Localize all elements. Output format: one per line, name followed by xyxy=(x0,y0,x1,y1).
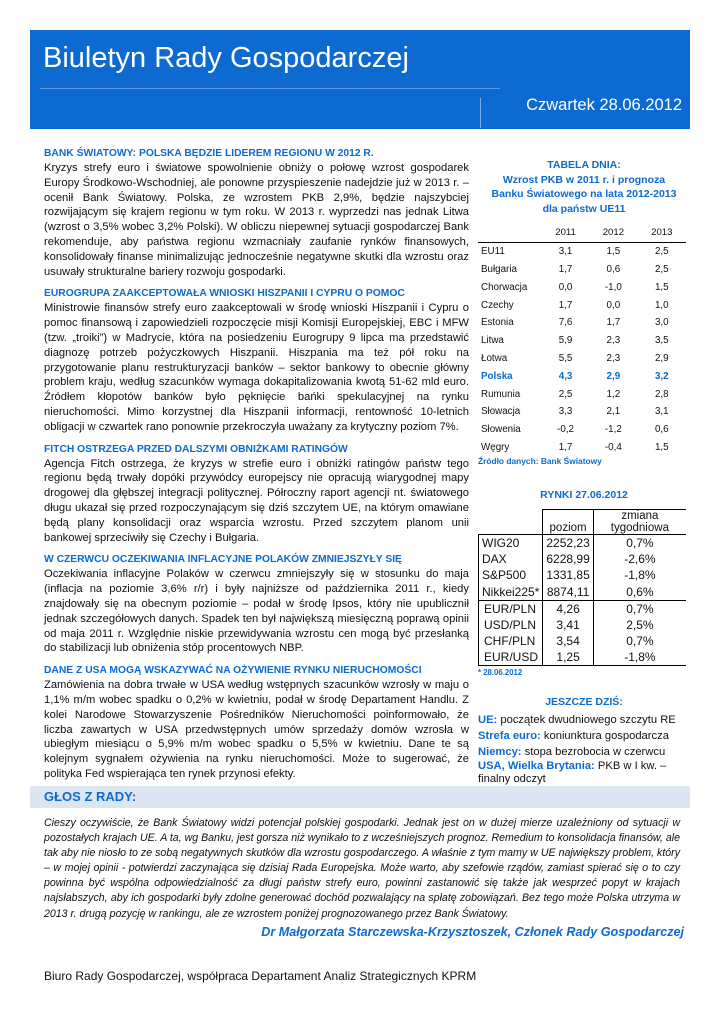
change-cell: 2,5% xyxy=(593,617,686,633)
news-section xyxy=(44,287,469,434)
gdp-row xyxy=(478,385,686,403)
market-row xyxy=(479,633,687,649)
country-cell: Chorwacja xyxy=(481,281,528,293)
table-title-line: dla państw UE11 xyxy=(542,202,626,215)
today-event xyxy=(478,744,690,760)
gdp-row xyxy=(478,278,686,296)
gdp-value-cell: 1,7 xyxy=(558,299,573,311)
country-cell: Węgry xyxy=(481,441,510,453)
event-region: Niemcy: xyxy=(478,745,522,758)
markets-table xyxy=(478,509,686,667)
gdp-value-cell: 3,1 xyxy=(558,246,573,258)
section-body: Ministrowie finansów strefy euro zaakceptowali w środę wnioski Hiszpanii i Cypru o pomoc finansową i zapowiedzieli rozpoczęcie misji Komisji Europejskiej, EBC i MFW (tzw. „troiki”) w Madrycie, która na posiedzeniu Eurogrupy 9 lipca ma przedstawić diagnozę potrzeb pożyczkowych Hiszpanii. Hiszpania ma też pół roku na przygotowanie planu restrukturyzacji banków – sektor bankowy to obecnie główny problem kraju, według szacunków wymaga dokapitalizowania kwotą 51-62 mld euro. Źródłem kłopotów banków było pęknięcie bańki spekulacyjnej na rynku nieruchomości. Mimo korzystnej dla Hiszpanii informacji, rentowność 10-letnich obligacji w czwartek rano ponownie przekroczyła uważany za krytyczny poziom 7%. xyxy=(44,302,469,433)
gdp-value-cell: 1,0 xyxy=(654,299,669,311)
council-voice-title: GŁOS Z RADY: xyxy=(44,789,137,804)
gdp-value-cell: 2,3 xyxy=(606,352,621,364)
event-description: PKB w I kw. – finalny odczyt xyxy=(478,759,667,785)
market-row xyxy=(479,567,687,583)
gdp-value-cell: 0,6 xyxy=(654,424,669,436)
level-cell: 3,54 xyxy=(543,633,593,649)
level-cell: 3,41 xyxy=(543,617,593,633)
gdp-row xyxy=(478,350,686,368)
news-section xyxy=(44,664,469,782)
column-header xyxy=(478,224,542,242)
country-cell: EU11 xyxy=(481,246,505,258)
header-vertical-divider xyxy=(480,98,481,128)
level-cell: 4,26 xyxy=(543,600,593,617)
gdp-row xyxy=(478,367,686,385)
gdp-value-cell: 3,0 xyxy=(654,317,669,329)
level-cell: 1331,85 xyxy=(543,567,593,583)
gdp-row xyxy=(478,314,686,332)
instrument-cell: EUR/USD xyxy=(479,649,543,666)
instrument-cell: USD/PLN xyxy=(479,617,543,633)
gdp-value-cell: 4,3 xyxy=(558,370,573,382)
gdp-value-cell: 1,5 xyxy=(654,281,669,293)
change-cell: -1,8% xyxy=(593,567,686,583)
change-cell: 0,6% xyxy=(593,583,686,600)
country-cell: Słowacja xyxy=(481,406,521,418)
instrument-cell: EUR/PLN xyxy=(479,600,543,617)
gdp-value-cell: 7,6 xyxy=(558,317,573,329)
country-cell: Bułgaria xyxy=(481,263,517,275)
author-signature: Dr Małgorzata Starczewska-Krzysztoszek, Członek Rady Gospodarczej xyxy=(261,925,684,939)
gdp-row xyxy=(478,296,686,314)
country-cell: Estonia xyxy=(481,317,514,329)
gdp-value-cell: 1,5 xyxy=(606,246,621,258)
table-source: Źródło danych: Bank Światowy xyxy=(478,456,602,467)
gdp-value-cell: 5,5 xyxy=(558,352,573,364)
gdp-value-cell: 5,9 xyxy=(558,335,573,347)
gdp-value-cell: 2,5 xyxy=(654,263,669,275)
change-cell: 0,7% xyxy=(593,534,686,551)
section-heading: DANE Z USA MOGĄ WSKAZYWAĆ NA OŻYWIENIE RYNKU NIERUCHOMOŚCI xyxy=(44,665,422,677)
instrument-cell: Nikkei225* xyxy=(479,583,543,600)
gdp-value-cell: 1,5 xyxy=(654,441,669,453)
instrument-cell: DAX xyxy=(479,551,543,567)
country-cell: Czechy xyxy=(481,299,514,311)
gdp-growth-table xyxy=(478,224,686,456)
gdp-value-cell: 0,0 xyxy=(558,281,573,293)
gdp-value-cell: 2,9 xyxy=(654,352,669,364)
column-header: 2011 xyxy=(542,224,589,242)
column-header-change: zmiana tygodniowa xyxy=(593,509,686,534)
change-cell: 0,7% xyxy=(593,633,686,649)
section-heading: FITCH OSTRZEGA PRZED DALSZYMI OBNIŻKAMI RATINGÓW xyxy=(44,443,348,455)
section-body: Zamówienia na dobra trwałe w USA według wstępnych szacunków wzrosły w maju o 1,1% m/m wobec spadku o 0,2% w kwietniu, podał w środę Departament Handlu. Z kolei Narodowe Stowarzyszenie Pośredników Nieruchomości poinformowało, że liczba zawartych w USA przedwstępnych umów sprzedaży domów wzrosła w ubiegłym miesiącu o 5,9% m/m wobec spadku o 5,5% w kwietniu. Dane te są kolejnym sygnałem ożywienia na rynku nieruchomości. Może to sugerować, że polityka Fed wspierająca ten rynek przynosi efekty. xyxy=(44,679,469,780)
country-cell: Rumunia xyxy=(481,388,521,400)
section-heading: W CZERWCU OCZEKIWANIA INFLACYJNE POLAKÓW ZMNIEJSZYŁY SIĘ xyxy=(44,554,402,566)
table-title-line: TABELA DNIA: xyxy=(547,159,621,171)
section-body: Oczekiwania inflacyjne Polaków w czerwcu zmniejszyły się w stosunku do maja (inflacja na poziomie 3,6% r/r) i były najniższe od października 2011 r., kiedy znajdowały się na obecnym poziomie – podał w środę Ipsos, który nie upublicznił jednak szczegółowych danych. Spadek ten był największą miesięczną poprawą opinii od maja 2011 r. Względnie niskie przewidywania wzrostu cen mogą być przesłanką do stabilizacji lub obniżenia stóp procentowych NBP. xyxy=(44,568,469,655)
today-events-list xyxy=(478,712,690,786)
table-header-row xyxy=(478,224,686,242)
event-region: Strefa euro: xyxy=(478,729,541,742)
gdp-value-cell: 2,9 xyxy=(606,370,621,382)
instrument-cell: WIG20 xyxy=(479,534,543,551)
gdp-row xyxy=(478,403,686,421)
market-row xyxy=(479,551,687,567)
gdp-value-cell: -0,2 xyxy=(557,424,575,436)
footer-text: Biuro Rady Gospodarczej, współpraca Departament Analiz Strategicznych KPRM xyxy=(44,969,477,983)
event-region: USA, Wielka Brytania: xyxy=(478,759,595,772)
gdp-row xyxy=(478,332,686,350)
gdp-value-cell: 1,7 xyxy=(558,441,573,453)
country-cell: Litwa xyxy=(481,335,504,347)
market-row xyxy=(479,600,687,617)
table-title-line: Wzrost PKB w 2011 r. i prognoza xyxy=(502,173,666,186)
council-voice-text: Cieszy oczywiście, że Bank Światowy widzi potencjał polskiej gospodarki. Jednak jest on w dużej mierze uzależniony od sytuacji w pozostałych krajach UE. A ta, wg Banku, jest gorsza niż wynikało to z wcześniejszych prognoz. Remedium to konsolidacja finansów, ale tak aby nie niosło to ze sobą negatywnych skutków dla wzrostu gospodarczego. A właśnie z tym mamy w UE największy problem, który – w mojej opinii - potwierdzi zaczynająca się dzisiaj Rada Europejska. Może warto, aby szefowie rządów, zamiast spierać się o to czy powinna być wspólna odpowiedzialność za długi państw strefy euro, powinni zastanowić się także jak wesprzeć popyt w krajach najsłabszych, aby ich gospodarki były zdolne generować dochód pozwalający na spłatę zobowiązań. Bez tego może Polska utrzyma w 2013 r. drugą pozycję w rankingu, ale ze wzrostem poniżej prognozowanego przez Bank Światowy. xyxy=(44,817,680,920)
sidebar xyxy=(478,158,690,786)
section-heading: EUROGRUPA ZAAKCEPTOWAŁA WNIOSKI HISZPANII I CYPRU O POMOC xyxy=(44,288,405,300)
instrument-cell: CHF/PLN xyxy=(479,633,543,649)
gdp-value-cell: 3,1 xyxy=(654,406,669,418)
gdp-value-cell: 2,5 xyxy=(654,246,669,258)
gdp-value-cell: -1,2 xyxy=(604,424,622,436)
instrument-cell: S&P500 xyxy=(479,567,543,583)
gdp-value-cell: 3,5 xyxy=(654,335,669,347)
country-cell: Polska xyxy=(481,370,513,382)
gdp-row xyxy=(478,242,686,260)
today-title: JESZCZE DZIŚ: xyxy=(545,696,623,709)
news-section xyxy=(44,443,469,546)
today-event xyxy=(478,760,690,786)
gdp-value-cell: 3,2 xyxy=(654,370,669,382)
market-row xyxy=(479,617,687,633)
event-description: koniunktura gospodarcza xyxy=(543,729,669,742)
change-cell: 0,7% xyxy=(593,600,686,617)
gdp-row xyxy=(478,421,686,439)
markets-note: * 28.06.2012 xyxy=(478,668,523,678)
gdp-row xyxy=(478,261,686,279)
section-heading: BANK ŚWIATOWY: POLSKA BĘDZIE LIDEREM REGIONU W 2012 R. xyxy=(44,148,374,159)
council-voice-bar xyxy=(30,786,690,808)
event-region: UE: xyxy=(478,713,498,726)
header-banner xyxy=(30,30,690,129)
markets-title: RYNKI 27.06.2012 xyxy=(540,489,628,502)
gdp-row xyxy=(478,439,686,457)
news-column xyxy=(44,147,469,782)
event-description: stopa bezrobocia w czerwcu xyxy=(524,745,666,758)
section-body: Kryzys strefy euro i światowe spowolnienie obniży o połowę wzrost gospodarek Europy Środkowo-Wschodniej, ale ponowne przyspieszenie nadejdzie już w 2013 r. – ocenił Bank Światowy. Polska, ze wzrostem PKB 2,9%, będzie najszybciej rozwijającym się krajem regionu w tym roku. W 2013 r. wyprzedzi nas jednak Litwa (wzrost o 3,5% wobec 3,2% Polski). W obliczu niepewnej sytuacji gospodarczej Bank rekomenduje, aby państwa regionu wzmacniały zaufanie rynków finansowych, konsolidowały finanse minimalizując jednocześnie negatywne skutki dla wzrostu oraz usuwały strukturalne bariery rozwoju gospodarki. xyxy=(44,162,469,278)
gdp-value-cell: -1,0 xyxy=(604,281,622,293)
level-cell: 8874,11 xyxy=(543,583,593,600)
market-row xyxy=(479,649,687,666)
news-section xyxy=(44,553,469,656)
market-row xyxy=(479,583,687,600)
change-cell: -1,8% xyxy=(593,649,686,666)
table-title-line: Banku Światowego na lata 2012-2013 xyxy=(491,188,677,200)
gdp-value-cell: 3,3 xyxy=(558,406,573,418)
level-cell: 6228,99 xyxy=(543,551,593,567)
gdp-value-cell: 1,7 xyxy=(558,263,573,275)
bulletin-title: Biuletyn Rady Gospodarczej xyxy=(43,42,409,74)
gdp-value-cell: 2,8 xyxy=(654,388,669,400)
column-header: 2012 xyxy=(589,224,637,242)
bulletin-date: Czwartek 28.06.2012 xyxy=(526,96,682,114)
level-cell: 2252,23 xyxy=(543,534,593,551)
gdp-value-cell: 0,0 xyxy=(606,299,621,311)
column-header-level: poziom xyxy=(543,509,593,534)
gdp-value-cell: 2,3 xyxy=(606,335,621,347)
gdp-value-cell: 0,6 xyxy=(606,263,621,275)
level-cell: 1,25 xyxy=(543,649,593,666)
header-divider xyxy=(40,88,500,89)
gdp-value-cell: 2,1 xyxy=(606,406,621,418)
column-header: 2013 xyxy=(638,224,686,242)
gdp-value-cell: 2,5 xyxy=(558,388,573,400)
gdp-value-cell: 1,7 xyxy=(606,317,621,329)
today-event xyxy=(478,712,690,728)
section-body: Agencja Fitch ostrzega, że kryzys w strefie euro i obniżki ratingów państw tego regionu będą trwały dopóki przywódcy europejscy nie opracują wiarygodnej mapy drogowej dla głębszej integracji politycznej. Półroczny raport agencji nt. światowego długu ukazał się przed rozpoczynającym się dziś szczytem UE, na którym omawiane będą plany konsolidacji oraz wsparcia wzrostu. Przed szczytem planom unii bankowej sprzeciwiły się Czechy i Bułgaria. xyxy=(44,457,469,544)
news-section xyxy=(44,147,469,279)
event-description: początek dwudniowego szczytu RE xyxy=(500,713,676,726)
gdp-value-cell: 1,2 xyxy=(606,388,621,400)
change-cell: -2,6% xyxy=(593,551,686,567)
table-of-day-title xyxy=(478,158,690,216)
gdp-value-cell: -0,4 xyxy=(604,441,622,453)
today-event xyxy=(478,728,690,744)
markets-header-row xyxy=(479,509,687,534)
country-cell: Łotwa xyxy=(481,352,508,364)
country-cell: Słowenia xyxy=(481,424,521,436)
market-row xyxy=(479,534,687,551)
